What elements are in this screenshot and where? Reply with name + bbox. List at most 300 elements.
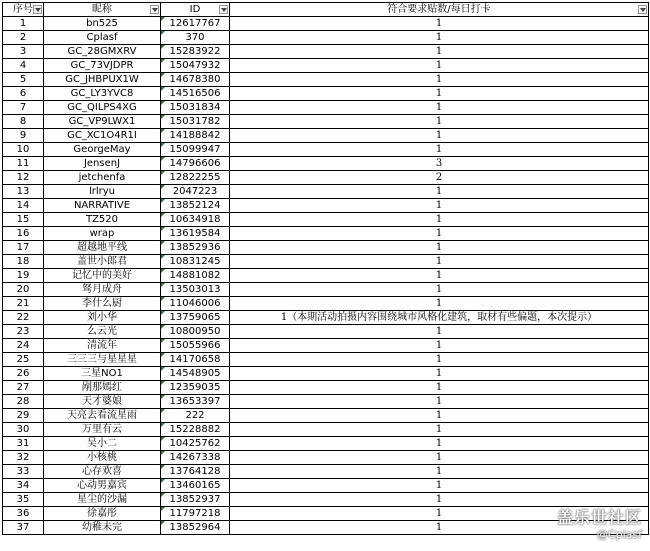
number-stored-as-text-indicator-icon: [161, 423, 165, 427]
cell-id[interactable]: [161, 423, 230, 437]
cell-nickname[interactable]: [44, 255, 161, 269]
cell-no-text: 30: [16, 424, 30, 435]
cell-nickname-text: 李什么厨: [82, 298, 122, 309]
cell-nickname[interactable]: [44, 171, 161, 185]
table-row: [3, 59, 649, 73]
header-id[interactable]: [161, 3, 230, 17]
cell-count[interactable]: [230, 129, 649, 143]
cell-nickname[interactable]: [44, 479, 161, 493]
filter-dropdown-icon[interactable]: [638, 5, 647, 14]
cell-count-text: 1: [435, 116, 443, 127]
number-stored-as-text-indicator-icon: [161, 115, 165, 119]
cell-no[interactable]: [3, 423, 44, 437]
cell-no-text: 19: [16, 270, 30, 281]
cell-no[interactable]: [3, 143, 44, 157]
cell-no-text: 29: [16, 410, 30, 421]
cell-nickname[interactable]: [44, 241, 161, 255]
cell-nickname-text: 心动男嘉宾: [77, 480, 127, 491]
cell-id[interactable]: [161, 87, 230, 101]
cell-nickname-text: 星尘的沙漏: [77, 494, 127, 505]
cell-nickname-text: 三星NO1: [81, 368, 123, 379]
header-count[interactable]: [230, 3, 649, 17]
table-row: [3, 185, 649, 199]
cell-nickname[interactable]: [44, 87, 161, 101]
watermark-handle: @Cplasf: [596, 528, 642, 541]
cell-id[interactable]: [161, 157, 230, 171]
cell-nickname[interactable]: [44, 395, 161, 409]
cell-count-text: 1: [435, 410, 443, 421]
cell-count[interactable]: [230, 101, 649, 115]
number-stored-as-text-indicator-icon: [161, 381, 165, 385]
cell-nickname[interactable]: [44, 283, 161, 297]
cell-id[interactable]: [161, 269, 230, 283]
cell-no[interactable]: [3, 115, 44, 129]
cell-no[interactable]: [3, 157, 44, 171]
cell-count-text: 1: [435, 494, 443, 505]
cell-id[interactable]: [161, 115, 230, 129]
cell-no[interactable]: [3, 73, 44, 87]
cell-no-text: 27: [16, 382, 30, 393]
cell-count[interactable]: [230, 241, 649, 255]
cell-id[interactable]: [161, 339, 230, 353]
cell-id-text: 10425762: [169, 438, 221, 449]
cell-nickname[interactable]: [44, 493, 161, 507]
cell-no[interactable]: [3, 171, 44, 185]
cell-count[interactable]: [230, 171, 649, 185]
cell-no[interactable]: [3, 493, 44, 507]
cell-count[interactable]: [230, 213, 649, 227]
table-row: [3, 227, 649, 241]
cell-nickname-text: 盖世小郎君: [77, 256, 127, 267]
cell-count-text: 1: [435, 354, 443, 365]
cell-nickname[interactable]: [44, 227, 161, 241]
cell-no-text: 31: [16, 438, 30, 449]
cell-no[interactable]: [3, 521, 44, 535]
cell-id[interactable]: [161, 143, 230, 157]
number-stored-as-text-indicator-icon: [161, 241, 165, 245]
number-stored-as-text-indicator-icon: [161, 451, 165, 455]
cell-no[interactable]: [3, 227, 44, 241]
cell-id[interactable]: [161, 381, 230, 395]
table-row: [3, 129, 649, 143]
cell-count[interactable]: [230, 409, 649, 423]
cell-no-text: 1: [19, 18, 27, 29]
number-stored-as-text-indicator-icon: [161, 521, 165, 525]
cell-id-text: 14188842: [169, 130, 221, 141]
table-row: [3, 493, 649, 507]
cell-count-text: 1: [435, 242, 443, 253]
cell-nickname-text: 超越地平线: [77, 242, 127, 253]
cell-count[interactable]: [230, 17, 649, 31]
cell-no[interactable]: [3, 17, 44, 31]
cell-id[interactable]: [161, 17, 230, 31]
cell-nickname[interactable]: [44, 437, 161, 451]
table-row: [3, 31, 649, 45]
cell-count[interactable]: [230, 45, 649, 59]
cell-no[interactable]: [3, 311, 44, 325]
cell-count-text: 1: [435, 32, 443, 43]
cell-id-text: 10800950: [169, 326, 221, 337]
filter-dropdown-icon[interactable]: [33, 5, 42, 14]
cell-no[interactable]: [3, 395, 44, 409]
table-row: [3, 507, 649, 521]
number-stored-as-text-indicator-icon: [161, 339, 165, 343]
cell-id-text: 15031782: [169, 116, 221, 127]
cell-count[interactable]: [230, 437, 649, 451]
cell-no-text: 2: [19, 32, 27, 43]
cell-no[interactable]: [3, 451, 44, 465]
cell-no-text: 15: [16, 214, 30, 225]
table-row: [3, 465, 649, 479]
cell-id[interactable]: [161, 45, 230, 59]
cell-id[interactable]: [161, 73, 230, 87]
cell-no-text: 25: [16, 354, 30, 365]
cell-nickname[interactable]: [44, 45, 161, 59]
cell-no-text: 37: [16, 522, 30, 533]
table-row: [3, 199, 649, 213]
cell-id[interactable]: [161, 227, 230, 241]
number-stored-as-text-indicator-icon: [161, 479, 165, 483]
cell-id-text: 13852936: [169, 242, 221, 253]
table-row: [3, 143, 649, 157]
cell-id[interactable]: [161, 479, 230, 493]
cell-id[interactable]: [161, 353, 230, 367]
cell-id[interactable]: [161, 31, 230, 45]
cell-nickname-text: 三三三与星星星: [67, 354, 137, 365]
table-row: [3, 45, 649, 59]
cell-count-text: 1: [435, 186, 443, 197]
cell-count[interactable]: [230, 269, 649, 283]
cell-count-text: 1: [435, 46, 443, 57]
cell-count[interactable]: [230, 59, 649, 73]
cell-count[interactable]: [230, 227, 649, 241]
cell-no-text: 17: [16, 242, 30, 253]
number-stored-as-text-indicator-icon: [161, 493, 165, 497]
cell-no-text: 9: [19, 130, 27, 141]
cell-count[interactable]: [230, 115, 649, 129]
cell-nickname-text: jetchenfa: [78, 172, 126, 183]
number-stored-as-text-indicator-icon: [161, 45, 165, 49]
cell-id-text: 13852124: [169, 200, 221, 211]
cell-no[interactable]: [3, 325, 44, 339]
cell-nickname-text: lrlryu: [88, 186, 116, 197]
cell-count-text: 1: [435, 326, 443, 337]
cell-no[interactable]: [3, 213, 44, 227]
cell-nickname[interactable]: [44, 423, 161, 437]
filter-dropdown-icon[interactable]: [150, 5, 159, 14]
cell-id[interactable]: [161, 241, 230, 255]
cell-id-text: 2047223: [172, 186, 218, 197]
cell-id-text: 15228882: [169, 424, 221, 435]
cell-nickname[interactable]: [44, 311, 161, 325]
cell-id[interactable]: [161, 129, 230, 143]
cell-count[interactable]: [230, 185, 649, 199]
cell-no[interactable]: [3, 129, 44, 143]
cell-count[interactable]: [230, 465, 649, 479]
cell-no-text: 18: [16, 256, 30, 267]
cell-nickname[interactable]: [44, 507, 161, 521]
cell-id[interactable]: [161, 311, 230, 325]
cell-count[interactable]: [230, 255, 649, 269]
cell-count[interactable]: [230, 31, 649, 45]
cell-id[interactable]: [161, 59, 230, 73]
cell-nickname-text: wrap: [89, 228, 115, 239]
cell-id-text: 15047932: [169, 60, 221, 71]
cell-nickname[interactable]: [44, 339, 161, 353]
cell-id-text: 13653397: [169, 396, 221, 407]
cell-nickname[interactable]: [44, 297, 161, 311]
table-row: [3, 521, 649, 535]
cell-no-text: 12: [16, 172, 30, 183]
cell-id-text: 13619584: [169, 228, 221, 239]
table-row: [3, 297, 649, 311]
cell-id-text: 13764128: [169, 466, 221, 477]
cell-count[interactable]: [230, 297, 649, 311]
cell-id[interactable]: [161, 465, 230, 479]
cell-count[interactable]: [230, 367, 649, 381]
cell-no[interactable]: [3, 353, 44, 367]
cell-count[interactable]: [230, 381, 649, 395]
cell-id[interactable]: [161, 213, 230, 227]
cell-id[interactable]: [161, 395, 230, 409]
cell-nickname[interactable]: [44, 115, 161, 129]
cell-count[interactable]: [230, 199, 649, 213]
cell-id[interactable]: [161, 255, 230, 269]
cell-nickname-text: 万里有云: [82, 424, 122, 435]
cell-nickname[interactable]: [44, 101, 161, 115]
cell-no-text: 20: [16, 284, 30, 295]
cell-count[interactable]: [230, 87, 649, 101]
cell-id-text: 370: [185, 32, 205, 43]
cell-count[interactable]: [230, 73, 649, 87]
cell-count-text: 1: [435, 102, 443, 113]
cell-no[interactable]: [3, 465, 44, 479]
cell-count-text: 1: [435, 60, 443, 71]
cell-count-text: 1: [435, 284, 443, 295]
cell-id-text: 15099947: [169, 144, 221, 155]
cell-id-text: 13852964: [169, 522, 221, 533]
cell-count[interactable]: [230, 143, 649, 157]
table-row: [3, 213, 649, 227]
cell-count[interactable]: [230, 283, 649, 297]
cell-nickname[interactable]: [44, 199, 161, 213]
cell-id[interactable]: [161, 451, 230, 465]
cell-count-text: 1: [435, 88, 443, 99]
cell-id-text: 14516506: [169, 88, 221, 99]
cell-nickname[interactable]: [44, 381, 161, 395]
table-row: [3, 87, 649, 101]
cell-no[interactable]: [3, 479, 44, 493]
number-stored-as-text-indicator-icon: [161, 31, 165, 35]
table-row: [3, 73, 649, 87]
cell-id[interactable]: [161, 185, 230, 199]
cell-id[interactable]: [161, 367, 230, 381]
cell-count-text: 1: [435, 508, 443, 519]
header-nickname-label: 昵称: [92, 4, 112, 15]
cell-nickname-text: GC_QILPS4XG: [67, 102, 137, 113]
header-id-label: ID: [189, 4, 201, 15]
cell-id[interactable]: [161, 521, 230, 535]
number-stored-as-text-indicator-icon: [161, 297, 165, 301]
cell-nickname[interactable]: [44, 185, 161, 199]
cell-no[interactable]: [3, 367, 44, 381]
cell-no[interactable]: [3, 255, 44, 269]
cell-nickname[interactable]: [44, 269, 161, 283]
cell-nickname-text: 驽月成舟: [82, 284, 122, 295]
number-stored-as-text-indicator-icon: [161, 325, 165, 329]
cell-no[interactable]: [3, 507, 44, 521]
cell-count-text: 1: [435, 74, 443, 85]
number-stored-as-text-indicator-icon: [161, 129, 165, 133]
number-stored-as-text-indicator-icon: [161, 409, 165, 413]
cell-nickname[interactable]: [44, 157, 161, 171]
cell-id-text: 12617767: [169, 18, 221, 29]
cell-nickname-text: GeorgeMay: [73, 144, 131, 155]
cell-count-text: 1: [435, 368, 443, 379]
cell-count[interactable]: [230, 451, 649, 465]
cell-no-text: 33: [16, 466, 30, 477]
cell-nickname[interactable]: [44, 73, 161, 87]
cell-no[interactable]: [3, 31, 44, 45]
cell-no[interactable]: [3, 297, 44, 311]
cell-id-text: 14796606: [169, 158, 221, 169]
cell-count[interactable]: [230, 311, 649, 325]
cell-nickname[interactable]: [44, 353, 161, 367]
cell-no[interactable]: [3, 381, 44, 395]
cell-count-text: 1: [435, 424, 443, 435]
table-row: [3, 395, 649, 409]
cell-nickname[interactable]: [44, 451, 161, 465]
table-row: [3, 269, 649, 283]
header-nickname[interactable]: [44, 3, 161, 17]
cell-id[interactable]: [161, 437, 230, 451]
cell-no[interactable]: [3, 45, 44, 59]
cell-id[interactable]: [161, 297, 230, 311]
cell-nickname[interactable]: [44, 59, 161, 73]
cell-nickname-text: GC_VP9LWX1: [68, 116, 136, 127]
number-stored-as-text-indicator-icon: [161, 17, 165, 21]
number-stored-as-text-indicator-icon: [161, 395, 165, 399]
cell-count-text: 1: [435, 256, 443, 267]
cell-count[interactable]: [230, 479, 649, 493]
cell-count-text: 1（本期活动拍摄内容围绕城市风格化建筑，取材有些偏题，本次提示）: [280, 312, 598, 323]
number-stored-as-text-indicator-icon: [161, 283, 165, 287]
cell-no[interactable]: [3, 339, 44, 353]
cell-nickname-text: 剐那嫣红: [82, 382, 122, 393]
cell-count[interactable]: [230, 395, 649, 409]
cell-no-text: 35: [16, 494, 30, 505]
cell-id[interactable]: [161, 507, 230, 521]
table-body: [3, 17, 649, 535]
cell-no-text: 4: [19, 60, 27, 71]
cell-count[interactable]: [230, 339, 649, 353]
cell-count[interactable]: [230, 353, 649, 367]
cell-no[interactable]: [3, 241, 44, 255]
cell-id-text: 15055966: [169, 340, 221, 351]
cell-id[interactable]: [161, 409, 230, 423]
cell-id-text: 13852937: [169, 494, 221, 505]
cell-nickname-text: GC_73VJDPR: [70, 60, 134, 71]
cell-nickname-text: TZ520: [85, 214, 119, 225]
cell-nickname[interactable]: [44, 143, 161, 157]
number-stored-as-text-indicator-icon: [161, 73, 165, 77]
filter-dropdown-icon[interactable]: [219, 5, 228, 14]
cell-id-text: 13503013: [169, 284, 221, 295]
number-stored-as-text-indicator-icon: [161, 87, 165, 91]
cell-no[interactable]: [3, 101, 44, 115]
cell-id-text: 13759065: [169, 312, 221, 323]
header-no[interactable]: [3, 3, 44, 17]
cell-nickname[interactable]: [44, 31, 161, 45]
data-table: [2, 2, 649, 535]
cell-id[interactable]: [161, 283, 230, 297]
cell-nickname[interactable]: [44, 325, 161, 339]
cell-id[interactable]: [161, 171, 230, 185]
cell-nickname-text: 天亮去看流星雨: [67, 410, 137, 421]
table-row: [3, 311, 649, 325]
cell-nickname-text: 心存欢喜: [82, 466, 122, 477]
cell-nickname[interactable]: [44, 213, 161, 227]
number-stored-as-text-indicator-icon: [161, 465, 165, 469]
cell-nickname[interactable]: [44, 367, 161, 381]
table-row: [3, 171, 649, 185]
table-row: [3, 255, 649, 269]
cell-count-text: 1: [435, 270, 443, 281]
cell-no[interactable]: [3, 283, 44, 297]
cell-id[interactable]: [161, 199, 230, 213]
cell-count-text: 1: [435, 298, 443, 309]
number-stored-as-text-indicator-icon: [161, 367, 165, 371]
cell-count-text: 1: [435, 18, 443, 29]
cell-id-text: 12359035: [169, 382, 221, 393]
number-stored-as-text-indicator-icon: [161, 269, 165, 273]
cell-no-text: 32: [16, 452, 30, 463]
cell-no[interactable]: [3, 199, 44, 213]
cell-no[interactable]: [3, 269, 44, 283]
cell-nickname[interactable]: [44, 521, 161, 535]
cell-no[interactable]: [3, 59, 44, 73]
cell-nickname-text: Cplasf: [86, 32, 118, 43]
cell-no-text: 26: [16, 368, 30, 379]
cell-no-text: 36: [16, 508, 30, 519]
cell-no[interactable]: [3, 185, 44, 199]
cell-count[interactable]: [230, 157, 649, 171]
cell-nickname-text: 么云光: [87, 326, 117, 337]
table-row: [3, 437, 649, 451]
cell-id[interactable]: [161, 325, 230, 339]
cell-id-text: 15031834: [169, 102, 221, 113]
cell-no[interactable]: [3, 409, 44, 423]
cell-nickname[interactable]: [44, 129, 161, 143]
cell-id-text: 15283922: [169, 46, 221, 57]
cell-no[interactable]: [3, 87, 44, 101]
table-row: [3, 451, 649, 465]
cell-id-text: 11797218: [169, 508, 221, 519]
cell-id[interactable]: [161, 493, 230, 507]
cell-id-text: 14548905: [169, 368, 221, 379]
cell-no-text: 11: [16, 158, 30, 169]
cell-count-text: 1: [435, 340, 443, 351]
cell-id[interactable]: [161, 101, 230, 115]
cell-nickname[interactable]: [44, 465, 161, 479]
number-stored-as-text-indicator-icon: [161, 101, 165, 105]
cell-nickname[interactable]: [44, 409, 161, 423]
cell-no[interactable]: [3, 437, 44, 451]
cell-count[interactable]: [230, 325, 649, 339]
cell-count[interactable]: [230, 423, 649, 437]
cell-count-text: 1: [435, 214, 443, 225]
cell-nickname[interactable]: [44, 17, 161, 31]
